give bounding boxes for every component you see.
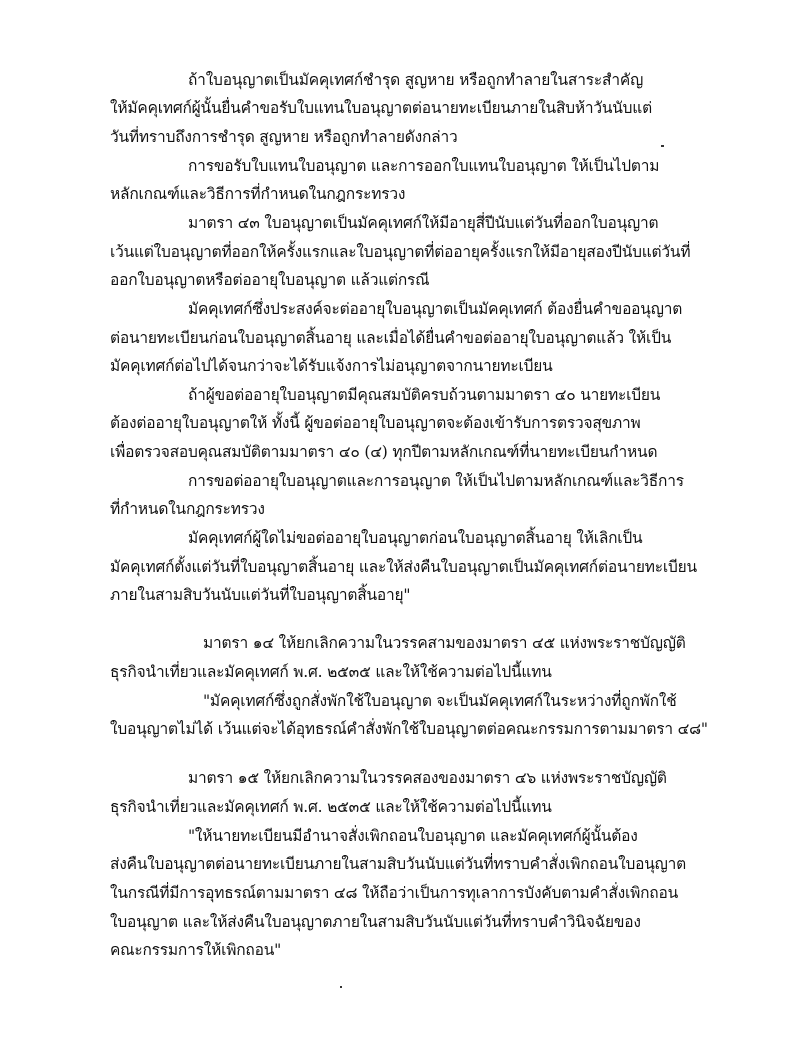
text-line: ในกรณีที่มีการอุทธรณ์ตามมาตรา ๔๘ ให้ถือว่าเป็นการทุเลาการบังคับตามคำสั่งเพิกถอน	[110, 884, 678, 902]
text-line: ภายในสามสิบวันนับแต่วันที่ใบอนุญาตสิ้นอายุ"	[110, 586, 411, 604]
text-line: คณะกรรมการให้เพิกถอน"	[110, 941, 282, 959]
text-line: การขอรับใบแทนใบอนุญาต และการออกใบแทนใบอนุญาต ให้เป็นไปตาม	[188, 157, 660, 175]
text-line: ให้มัคคุเทศก์ผู้นั้นยื่นคำขอรับใบแทนใบอนุญาตต่อนายทะเบียนภายในสิบห้าวันนับแต่	[110, 99, 652, 117]
text-line: ธุรกิจนำเที่ยวและมัคคุเทศก์ พ.ศ. ๒๕๓๕ และให้ใช้ความต่อไปนี้แทน	[110, 663, 552, 681]
text-line: ธุรกิจนำเที่ยวและมัคคุเทศก์ พ.ศ. ๒๕๓๕ และให้ใช้ความต่อไปนี้แทน	[110, 798, 552, 816]
scan-speck	[661, 145, 664, 147]
text-line: มัคคุเทศก์ต่อไปได้จนกว่าจะได้รับแจ้งการไม่อนุญาตจากนายทะเบียน	[110, 357, 553, 375]
text-line: มาตรา ๑๕ ให้ยกเลิกความในวรรคสองของมาตรา ๔๖ แห่งพระราชบัญญัติ	[188, 769, 667, 787]
text-line: หลักเกณฑ์และวิธีการที่กำหนดในกฎกระทรวง	[110, 185, 406, 203]
text-line: เว้นแต่ใบอนุญาตที่ออกให้ครั้งแรกและใบอนุญาตที่ต่ออายุครั้งแรกให้มีอายุสองปีนับแต่วันที่	[110, 243, 691, 261]
text-line: ใบอนุญาต และให้ส่งคืนใบอนุญาตภายในสามสิบวันนับแต่วันที่ทราบคำวินิจฉัยของ	[110, 913, 641, 931]
scan-speck	[340, 986, 342, 988]
text-line: "มัคคุเทศก์ซึ่งถูกสั่งพักใช้ใบอนุญาต จะเป็นมัคคุเทศก์ในระหว่างที่ถูกพักใช้	[203, 692, 677, 710]
text-line: มาตรา ๔๓ ใบอนุญาตเป็นมัคคุเทศก์ให้มีอายุสี่ปีนับแต่วันที่ออกใบอนุญาต	[188, 214, 659, 232]
text-line: ที่กำหนดในกฎกระทรวง	[110, 500, 265, 518]
text-line: การขอต่ออายุใบอนุญาตและการอนุญาต ให้เป็นไปตามหลักเกณฑ์และวิธีการ	[188, 472, 684, 490]
text-line: มัคคุเทศก์ตั้งแต่วันที่ใบอนุญาตสิ้นอายุ และให้ส่งคืนใบอนุญาตเป็นมัคคุเทศก์ต่อนายทะเบียน	[110, 558, 697, 576]
text-line: ต่อนายทะเบียนก่อนใบอนุญาตสิ้นอายุ และเมื่อได้ยื่นคำขอต่ออายุใบอนุญาตแล้ว ให้เป็น	[110, 329, 672, 347]
text-line: ออกใบอนุญาตหรือต่ออายุใบอนุญาต แล้วแต่กรณี	[110, 271, 430, 289]
text-line: "ให้นายทะเบียนมีอำนาจสั่งเพิกถอนใบอนุญาต และมัคคุเทศก์ผู้นั้นต้อง	[188, 827, 638, 845]
text-line: ใบอนุญาตไม่ได้ เว้นแต่จะได้อุทธรณ์คำสั่งพักใช้ใบอนุญาตต่อคณะกรรมการตามมาตรา ๔๘"	[110, 720, 708, 738]
text-line: มัคคุเทศก์ซึ่งประสงค์จะต่ออายุใบอนุญาตเป็นมัคคุเทศก์ ต้องยื่นคำขออนุญาต	[188, 300, 683, 318]
text-line: เพื่อตรวจสอบคุณสมบัติตามมาตรา ๔๐ (๔) ทุกปีตามหลักเกณฑ์ที่นายทะเบียนกำหนด	[110, 443, 658, 461]
text-line: มัคคุเทศก์ผู้ใดไม่ขอต่ออายุใบอนุญาตก่อนใบอนุญาตสิ้นอายุ ให้เลิกเป็น	[188, 529, 643, 547]
text-line: ส่งคืนใบอนุญาตต่อนายทะเบียนภายในสามสิบวันนับแต่วันที่ทราบคำสั่งเพิกถอนใบอนุญาต	[110, 855, 687, 873]
text-line: มาตรา ๑๔ ให้ยกเลิกความในวรรคสามของมาตรา ๔๕ แห่งพระราชบัญญัติ	[203, 634, 686, 652]
text-line: ถ้าใบอนุญาตเป็นมัคคุเทศก์ชำรุด สูญหาย หรือถูกทำลายในสาระสำคัญ	[188, 71, 644, 89]
text-line: ต้องต่ออายุใบอนุญาตให้ ทั้งนี้ ผู้ขอต่ออายุใบอนุญาตจะต้องเข้ารับการตรวจสุขภาพ	[110, 414, 641, 432]
text-line: ถ้าผู้ขอต่ออายุใบอนุญาตมีคุณสมบัติครบถ้วนตามมาตรา ๔๐ นายทะเบียน	[188, 386, 661, 404]
text-line: วันที่ทราบถึงการชำรุด สูญหาย หรือถูกทำลายดังกล่าว	[110, 128, 458, 146]
